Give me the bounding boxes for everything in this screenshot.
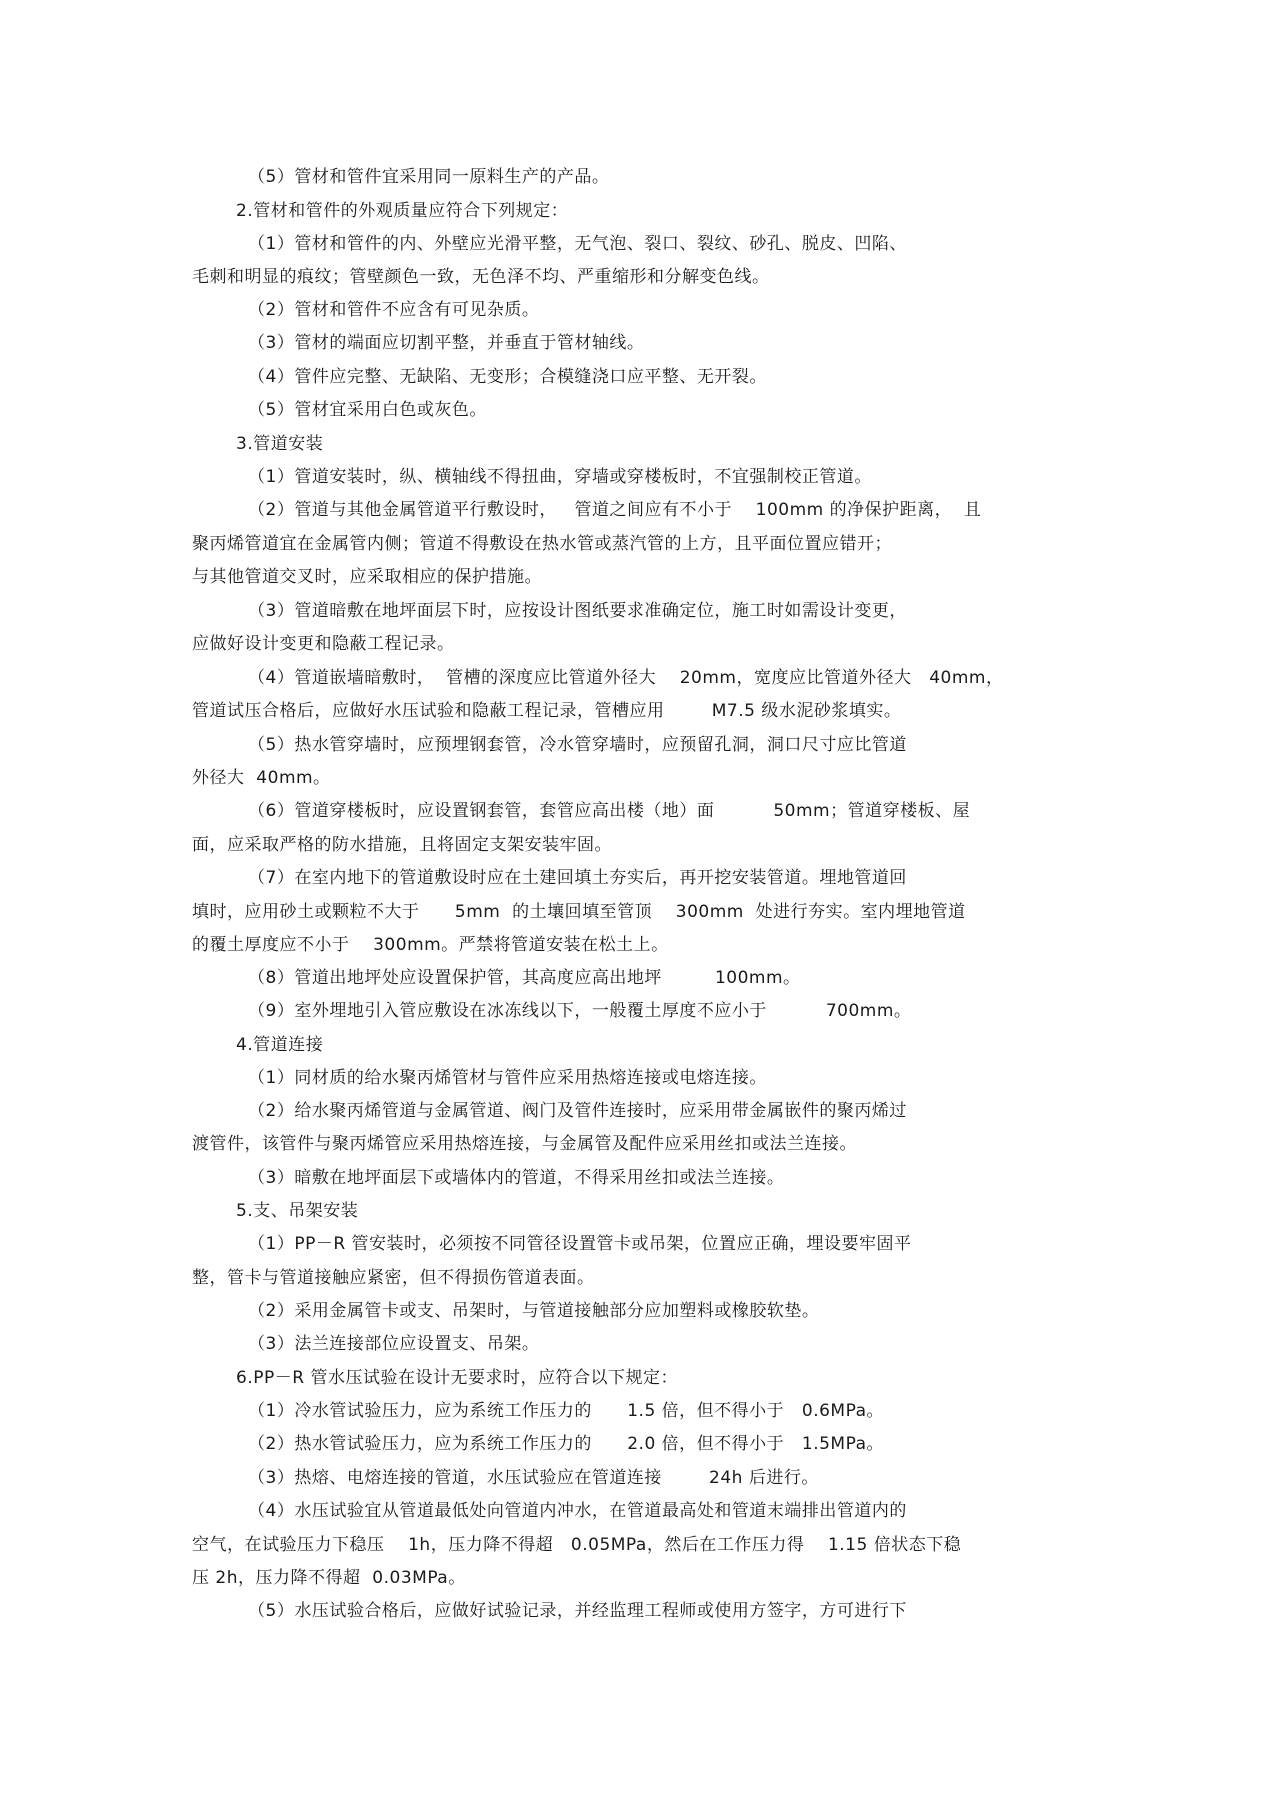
text-line: （7）在室内地下的管道敷设时应在土建回填土夯实后，再开挖安装管道。埋地管道回	[248, 868, 907, 888]
section-heading: 5.支、吊架安装	[236, 1201, 359, 1221]
text-line: （3）法兰连接部位应设置支、吊架。	[248, 1334, 540, 1354]
text-line: （5）水压试验合格后，应做好试验记录，并经监理工程师或使用方签字，方可进行下	[248, 1601, 907, 1621]
text-line: 整，管卡与管道接触应紧密，但不得损伤管道表面。	[192, 1268, 595, 1288]
text-line: （1）管道安装时，纵、横轴线不得扭曲，穿墙或穿楼板时，不宜强制校正管道。	[248, 467, 872, 487]
text-line: （4）管道嵌墙暗敷时， 管槽的深度应比管道外径大 20mm，宽度应比管道外径大 40mm，	[248, 668, 1004, 688]
text-line: （4）水压试验宜从管道最低处向管道内冲水，在管道最高处和管道末端排出管道内的	[248, 1501, 907, 1521]
text-line: （1）管材和管件的内、外壁应光滑平整，无气泡、裂口、裂纹、砂孔、脱皮、凹陷、	[248, 234, 907, 254]
text-line: （3）热熔、电熔连接的管道，水压试验应在管道连接 24h 后进行。	[248, 1468, 819, 1488]
text-line: （5）热水管穿墙时，应预埋钢套管，冷水管穿墙时，应预留孔洞，洞口尺寸应比管道	[248, 735, 907, 755]
text-line: 应做好设计变更和隐蔽工程记录。	[192, 634, 455, 654]
section-heading: 4.管道连接	[236, 1035, 324, 1055]
text-line: （2）给水聚丙烯管道与金属管道、阀门及管件连接时，应采用带金属嵌件的聚丙烯过	[248, 1101, 907, 1121]
text-line: （1）冷水管试验压力，应为系统工作压力的 1.5 倍，但不得小于 0.6MPa。	[248, 1401, 884, 1421]
text-line: 与其他管道交叉时，应采取相应的保护措施。	[192, 567, 542, 587]
text-line: （8）管道出地坪处应设置保护管，其高度应高出地坪 100mm。	[248, 968, 801, 988]
text-line: 渡管件，该管件与聚丙烯管应采用热熔连接，与金属管及配件应采用丝扣或法兰连接。	[192, 1134, 857, 1154]
text-line: 聚丙烯管道宜在金属管内侧；管道不得敷设在热水管或蒸汽管的上方，且平面位置应错开；	[192, 534, 892, 554]
text-line: 的覆土厚度应不小于 300mm。严禁将管道安装在松土上。	[192, 935, 669, 955]
text-line: （6）管道穿楼板时，应设置钢套管，套管应高出楼（地）面 50mm；管道穿楼板、屋	[248, 801, 971, 821]
text-line: 填时，应用砂土或颗粒不大于 5mm 的土壤回填至管顶 300mm 处进行夯实。室内埋地管道	[192, 902, 966, 922]
text-line: 压 2h，压力降不得超 0.03MPa。	[192, 1568, 466, 1588]
text-line: （3）管材的端面应切割平整，并垂直于管材轴线。	[248, 333, 645, 353]
text-line: （2）热水管试验压力，应为系统工作压力的 2.0 倍，但不得小于 1.5MPa。	[248, 1434, 884, 1454]
text-line: 管道试压合格后，应做好水压试验和隐蔽工程记录，管槽应用 M7.5 级水泥砂浆填实。	[192, 701, 902, 721]
text-line: 面，应采取严格的防水措施，且将固定支架安装牢固。	[192, 835, 612, 855]
text-line: （3）暗敷在地坪面层下或墙体内的管道，不得采用丝扣或法兰连接。	[248, 1168, 785, 1188]
text-line: （5）管材宜采用白色或灰色。	[248, 400, 487, 420]
text-line: （1）PP－R 管安装时，必须按不同管径设置管卡或吊架，位置应正确，埋设要牢固平	[248, 1234, 912, 1254]
text-line: 毛刺和明显的痕纹；管壁颜色一致，无色泽不均、严重缩形和分解变色线。	[192, 267, 770, 287]
text-line: （2）管材和管件不应含有可见杂质。	[248, 300, 540, 320]
text-line: （5）管材和管件宜采用同一原料生产的产品。	[248, 167, 610, 187]
section-heading: 3.管道安装	[236, 434, 324, 454]
text-line: （9）室外埋地引入管应敷设在冰冻线以下，一般覆土厚度不应小于 700mm。	[248, 1001, 912, 1021]
text-line: （4）管件应完整、无缺陷、无变形；合模缝浇口应平整、无开裂。	[248, 367, 767, 387]
text-line: （2）管道与其他金属管道平行敷设时， 管道之间应有不小于 100mm 的净保护距离， 且	[248, 500, 982, 520]
section-heading: 2.管材和管件的外观质量应符合下列规定：	[236, 201, 569, 221]
text-line: （1）同材质的给水聚丙烯管材与管件应采用热熔连接或电熔连接。	[248, 1068, 767, 1088]
text-line: （2）采用金属管卡或支、吊架时，与管道接触部分应加塑料或橡胶软垫。	[248, 1301, 820, 1321]
text-line: 空气，在试验压力下稳压 1h，压力降不得超 0.05MPa，然后在工作压力得 1.15 倍状态下稳	[192, 1535, 962, 1555]
text-line: （3）管道暗敷在地坪面层下时，应按设计图纸要求准确定位，施工时如需设计变更，	[248, 601, 907, 621]
section-heading: 6.PP－R 管水压试验在设计无要求时，应符合以下规定：	[236, 1368, 678, 1388]
text-line: 外径大 40mm。	[192, 768, 331, 788]
